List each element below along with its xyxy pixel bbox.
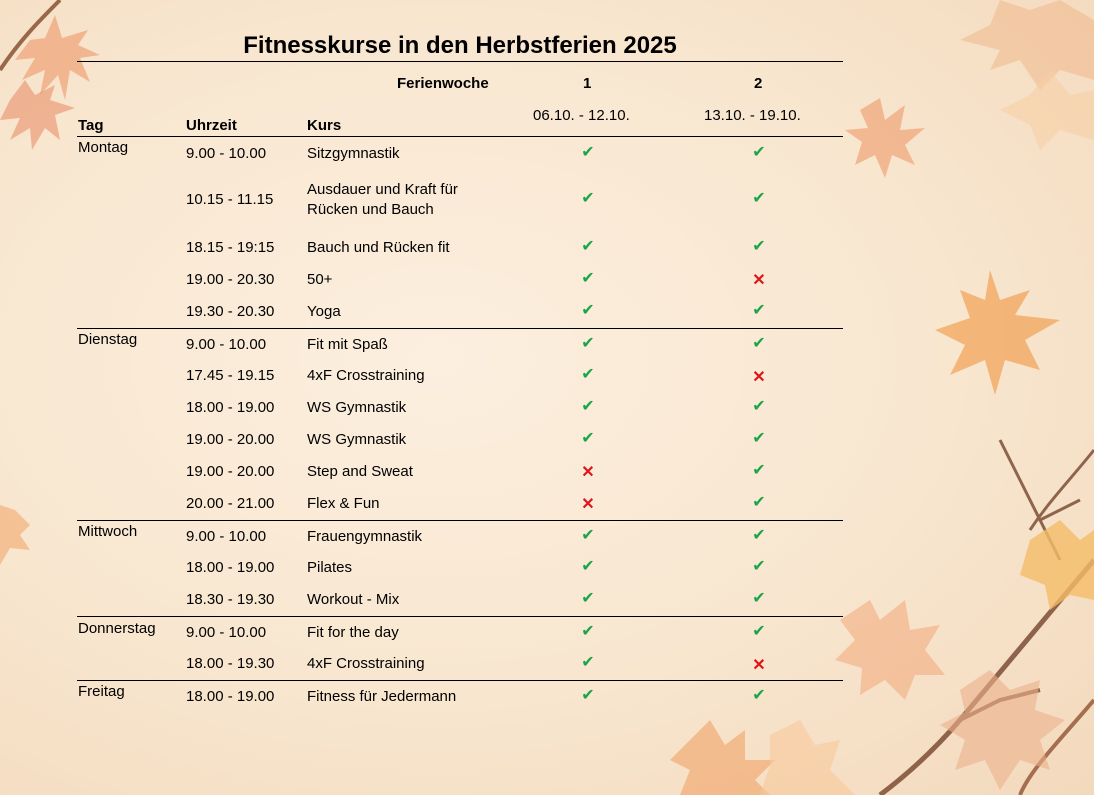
row-time: 18.00 - 19.30	[186, 655, 275, 672]
week-1-check-icon: ✔	[581, 527, 595, 544]
day-label-freitag: Freitag	[78, 683, 125, 700]
row-course: Ausdauer und Kraft für Rücken und Bauch	[307, 181, 458, 218]
week-2-check-icon: ✔	[752, 623, 766, 640]
row-time: 20.00 - 21.00	[186, 495, 275, 512]
day-label-mittwoch: Mittwoch	[78, 523, 138, 540]
header-divider	[77, 136, 843, 137]
row-time: 9.00 - 10.00	[186, 528, 267, 545]
page-title: Fitnesskurse in den Herbstferien 2025	[243, 32, 677, 59]
week-2-check-icon: ✔	[752, 494, 766, 511]
row-time: 18.00 - 19.00	[186, 688, 275, 705]
row-time: 18.00 - 19.00	[186, 559, 275, 576]
week-1-number: 1	[583, 75, 592, 92]
week-2-check-icon: ✔	[752, 144, 766, 161]
column-header-kurs: Kurs	[307, 117, 342, 134]
row-time: 19.30 - 20.30	[186, 303, 275, 320]
row-course: Step and Sweat	[307, 463, 413, 480]
row-course: Flex & Fun	[307, 495, 380, 512]
week-2-check-icon: ✔	[752, 462, 766, 479]
week-1-check-icon: ✔	[581, 302, 595, 319]
row-time: 19.00 - 20.00	[186, 431, 275, 448]
row-course: Workout - Mix	[307, 591, 400, 608]
day-divider	[77, 680, 843, 681]
week-2-check-icon: ✔	[752, 687, 766, 704]
week-2-check-icon: ✔	[752, 590, 766, 607]
row-course: 50+	[307, 271, 333, 288]
row-course: Yoga	[307, 303, 341, 320]
week-2-number: 2	[754, 75, 763, 92]
row-course: 4xF Crosstraining	[307, 367, 425, 384]
title-divider	[77, 61, 843, 62]
week-1-check-icon: ✔	[581, 144, 595, 161]
week-1-check-icon: ✔	[581, 654, 595, 671]
week-2-check-icon: ✔	[752, 430, 766, 447]
row-time: 18.00 - 19.00	[186, 399, 275, 416]
row-time: 9.00 - 10.00	[186, 145, 267, 162]
row-course: WS Gymnastik	[307, 399, 407, 416]
week-2-dates: 13.10. - 19.10.	[704, 107, 801, 124]
row-time: 18.30 - 19.30	[186, 591, 275, 608]
day-divider	[77, 616, 843, 617]
week-1-check-icon: ✔	[581, 590, 595, 607]
week-1-check-icon: ✔	[581, 366, 595, 383]
week-1-cross-icon: ✕	[581, 464, 595, 481]
week-1-check-icon: ✔	[581, 623, 595, 640]
week-1-check-icon: ✔	[581, 335, 595, 352]
week-1-cross-icon: ✕	[581, 496, 595, 513]
row-time: 9.00 - 10.00	[186, 624, 267, 641]
week-2-check-icon: ✔	[752, 558, 766, 575]
week-2-check-icon: ✔	[752, 335, 766, 352]
row-course: Fit for the day	[307, 624, 399, 641]
week-2-check-icon: ✔	[752, 190, 766, 207]
day-label-montag: Montag	[78, 139, 129, 156]
row-course: Bauch und Rücken fit	[307, 239, 450, 256]
day-label-donnerstag: Donnerstag	[78, 620, 156, 637]
week-2-cross-icon: ✕	[752, 657, 766, 674]
week-2-cross-icon: ✕	[752, 272, 766, 289]
ferienwoche-label: Ferienwoche	[397, 75, 489, 92]
row-time: 17.45 - 19.15	[186, 367, 275, 384]
week-2-cross-icon: ✕	[752, 369, 766, 386]
row-time: 18.15 - 19:15	[186, 239, 275, 256]
week-2-check-icon: ✔	[752, 527, 766, 544]
row-course: WS Gymnastik	[307, 431, 407, 448]
row-time: 19.00 - 20.30	[186, 271, 275, 288]
week-2-check-icon: ✔	[752, 398, 766, 415]
column-header-tag: Tag	[78, 117, 104, 134]
row-time: 9.00 - 10.00	[186, 336, 267, 353]
week-1-check-icon: ✔	[581, 238, 595, 255]
week-1-dates: 06.10. - 12.10.	[533, 107, 630, 124]
day-label-dienstag: Dienstag	[78, 331, 138, 348]
row-course: Sitzgymnastik	[307, 145, 400, 162]
week-2-check-icon: ✔	[752, 302, 766, 319]
week-1-check-icon: ✔	[581, 270, 595, 287]
row-course: Fit mit Spaß	[307, 336, 388, 353]
week-1-check-icon: ✔	[581, 398, 595, 415]
week-1-check-icon: ✔	[581, 430, 595, 447]
row-course: Fitness für Jedermann	[307, 688, 457, 705]
day-divider	[77, 520, 843, 521]
column-header-uhrzeit: Uhrzeit	[186, 117, 237, 134]
row-course: 4xF Crosstraining	[307, 655, 425, 672]
row-time: 10.15 - 11.15	[186, 191, 274, 208]
week-1-check-icon: ✔	[581, 687, 595, 704]
week-2-check-icon: ✔	[752, 238, 766, 255]
day-divider	[77, 328, 843, 329]
row-course: Pilates	[307, 559, 353, 576]
row-course: Frauengymnastik	[307, 528, 423, 545]
week-1-check-icon: ✔	[581, 558, 595, 575]
row-time: 19.00 - 20.00	[186, 463, 275, 480]
week-1-check-icon: ✔	[581, 190, 595, 207]
